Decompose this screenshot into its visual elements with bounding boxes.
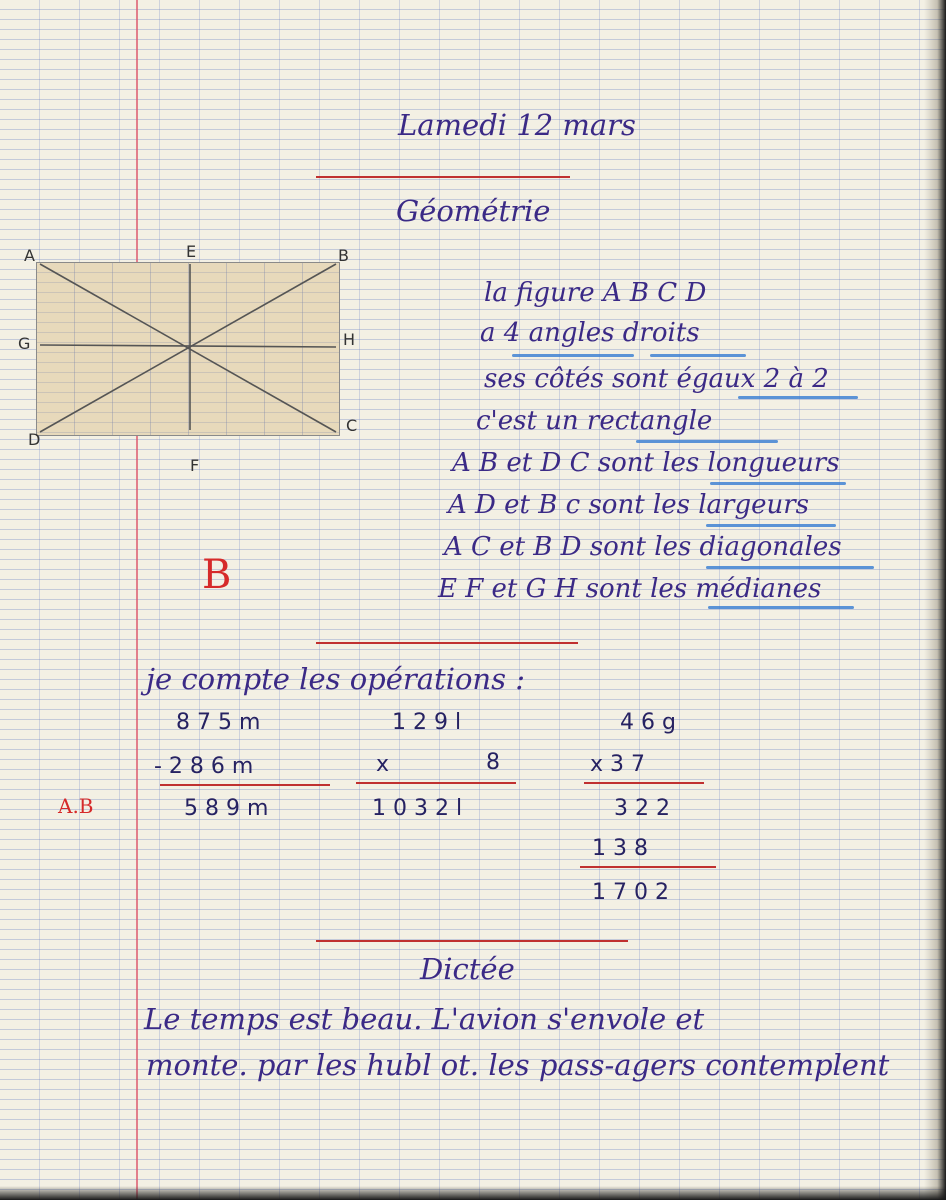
page-edge-right [924, 0, 946, 1200]
red-rule-2 [316, 642, 578, 644]
geometry-line-3: ses côtés sont égaux 2 à 2 [484, 364, 829, 394]
mul1-result: 1 0 3 2 l [372, 796, 463, 821]
operations-heading: je compte les opérations : [146, 662, 525, 696]
dictation-line-2: monte. par les hubl ot. les pass-agers contemplent [146, 1048, 890, 1082]
sub-second: - 2 8 6 m [154, 754, 254, 779]
red-rule-3 [316, 940, 628, 942]
dictation-line-1: Le temps est beau. L'avion s'envole et [144, 1002, 705, 1036]
label-h: H [343, 330, 356, 349]
median-gh [40, 345, 336, 347]
label-g: G [18, 334, 31, 353]
geometry-line-4: c'est un rectangle [476, 406, 713, 436]
sub-result: 5 8 9 m [184, 796, 269, 821]
page-edge-bottom [0, 1186, 946, 1200]
mul2-rule-1 [584, 782, 704, 784]
geometry-line-6: A D et B c sont les largeurs [448, 490, 810, 520]
underline-medianes [708, 606, 854, 609]
mul2-factor: x 3 7 [590, 752, 645, 777]
mul1-rule [356, 782, 516, 784]
sub-rule [160, 784, 330, 786]
underline-droits [650, 354, 746, 357]
mul2-partial1: 3 2 2 [614, 796, 670, 821]
label-d: D [28, 430, 41, 449]
mul1-op: x [376, 752, 390, 777]
underline-egaux [738, 396, 858, 399]
sub-top: 8 7 5 m [176, 710, 261, 735]
label-f: F [190, 456, 200, 475]
geometry-line-2: a 4 angles droits [480, 318, 700, 348]
label-c: C [346, 416, 358, 435]
mul2-rule-2 [580, 866, 716, 868]
mul1-top: 1 2 9 l [392, 710, 462, 735]
geometry-line-8: E F et G H sont les médianes [438, 574, 822, 604]
underline-angles [512, 354, 634, 357]
underline-largeurs [706, 524, 836, 527]
underline-longueurs [710, 482, 846, 485]
label-b: B [338, 246, 349, 265]
dictation-title: Dictée [420, 952, 515, 986]
mul2-result: 1 7 0 2 [592, 880, 669, 905]
geometry-line-5: A B et D C sont les longueurs [452, 448, 840, 478]
mul2-top: 4 6 g [620, 710, 676, 735]
mul2-partial2: 1 3 8 [592, 836, 648, 861]
label-a: A [24, 246, 35, 265]
geometry-line-1: la figure A B C D [484, 278, 707, 308]
mul1-factor: 8 [486, 750, 500, 775]
section-title-geometry: Géométrie [396, 194, 551, 228]
date-heading: Lamedi 12 mars [398, 108, 636, 142]
grade-geometry: B [202, 552, 232, 598]
grade-operations: A.B [58, 794, 94, 818]
underline-diagonales [706, 566, 874, 569]
underline-rectangle [636, 440, 778, 443]
label-e: E [186, 242, 197, 261]
geometry-line-7: A C et B D sont les diagonales [444, 532, 842, 562]
